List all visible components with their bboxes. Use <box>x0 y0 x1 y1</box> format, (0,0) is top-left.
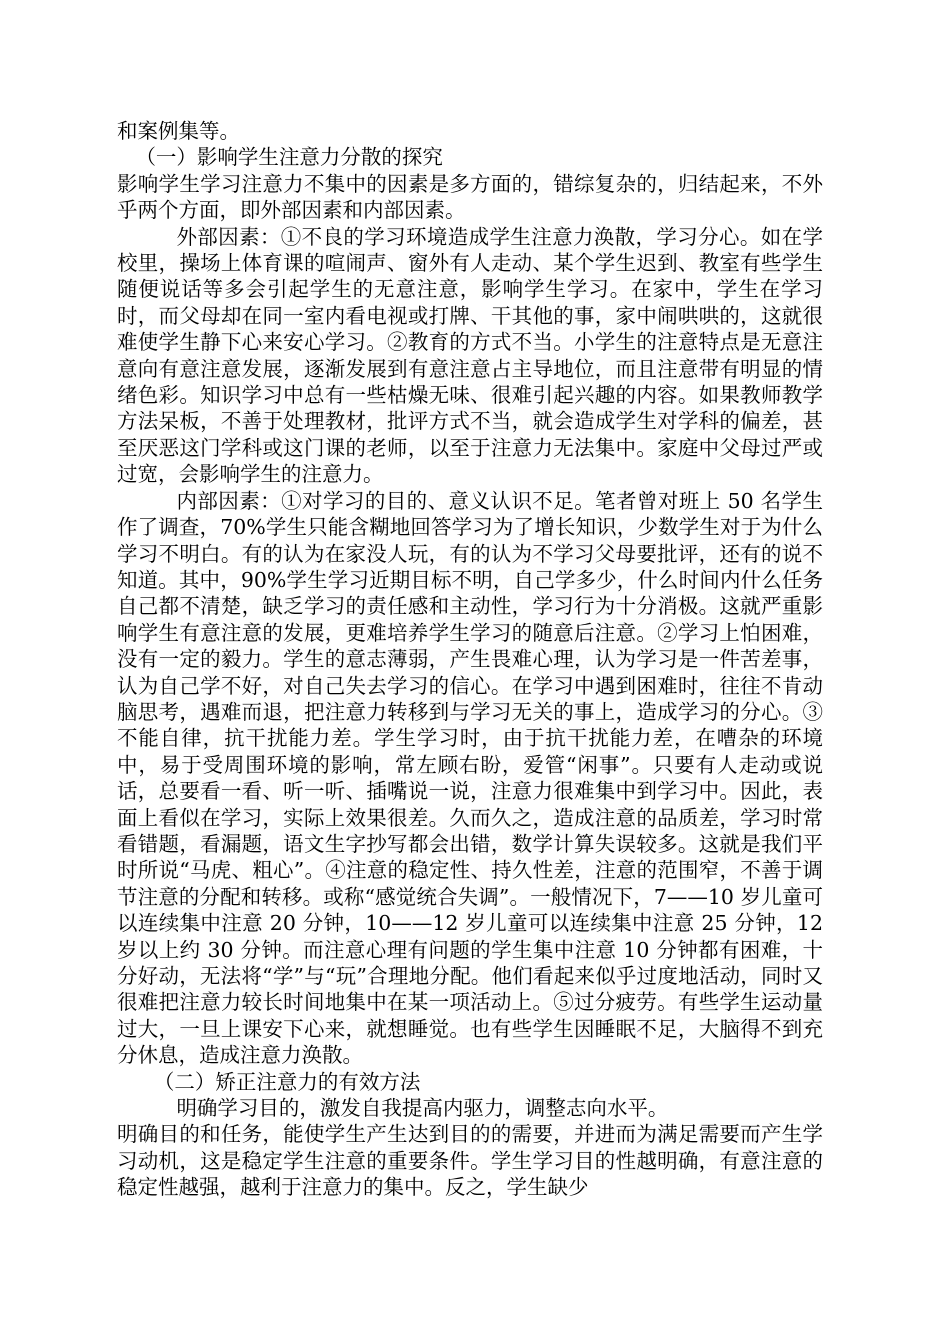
method-body-paragraph: 明确目的和任务，能使学生产生达到目的的需要，并进而为满足需要而产生学习动机，这是稳定学生注意的重要条件。学生学习目的性越明确，有意注意的稳定性越强，越利于注意力的集中。反之，学生缺少 <box>117 1122 823 1200</box>
section-heading-2: （二）矫正注意力的有效方法 <box>153 1069 421 1094</box>
section-heading-1: （一）影响学生注意力分散的探究 <box>135 145 443 170</box>
intro-line: 和案例集等。 <box>117 119 240 143</box>
external-factors-paragraph: 外部因素：①不良的学习环境造成学生注意力涣散，学习分心。如在学校里，操场上体育课的喧闹声、窗外有人走动、某个学生迟到、教室有些学生随便说话等多会引起学生的无意注意，影响学生学习。在家中，学生在学习时，而父母却在同一室内看电视或打牌、干其他的事，家中闹哄哄的，这就很难使学生静下心来安心学习。②教育的方式不当。小学生的注意特点是无意注意向有意注意发展，逐渐发展到有意注意占主导地位，而且注意带有明显的情绪色彩。知识学习中总有一些枯燥无味、很难引起兴趣的内容。如果教师教学方法呆板，不善于处理教材，批评方式不当，就会造成学生对学科的偏差，甚至厌恶这门学科或这门课的老师，以至于注意力无法集中。家庭中父母过严或过宽，会影响学生的注意力。 <box>117 224 823 487</box>
method-lead-paragraph: 明确学习目的，激发自我提高内驱力，调整志向水平。 <box>176 1096 669 1121</box>
internal-factors-paragraph: 内部因素：①对学习的目的、意义认识不足。笔者曾对班上 50 名学生作了调查，70%学生只能含糊地回答学习为了增长知识，少数学生对于为什么学习不明白。有的认为在家没人玩，有的认为不学习父母要批评，还有的说不知道。其中，90%学生学习近期目标不明，自己学多少，什么时间内什么任务自己都不清楚，缺乏学习的责任感和主动性，学习行为十分消极。这就严重影响学生有意注意的发展，更难培养学生学习的随意后注意。②学习上怕困难，没有一定的毅力。学生的意志薄弱，产生畏难心理，认为学习是一件苦差事，认为自己学不好，对自己失去学习的信心。在学习中遇到困难时，往往不肯动脑思考，遇难而退，把注意力转移到与学习无关的事上，造成学习的分心。③不能自律，抗干扰能力差。学生学习时，由于抗干扰能力差，在嘈杂的环境中，易于受周围环境的影响，常左顾右盼，爱管“闲事”。只要有人走动或说话，总要看一看、听一听、插嘴说一说，注意力很难集中到学习中。因此，表面上看似在学习，实际上效果很差。久而久之，造成注意的品质差，学习时常看错题，看漏题，语文生字抄写都会出错，数学计算失误较多。这就是我们平时所说“马虎、粗心”。④注意的稳定性、持久性差，注意的范围窄，不善于调节注意的分配和转移。或称“感觉统合失调”。一般情况下，7——10 岁儿童可以连续集中注意 20 分钟，10——12 岁儿童可以连续集中注意 25 分钟，12 岁以上约 30 分钟。而注意心理有问题的学生集中注意 10 分钟都有困难，十分好动，无法将“学”与“玩”合理地分配。他们看起来似乎过度地活动，同时又很难把注意力较长时间地集中在某一项活动上。⑤过分疲劳。有些学生运动量过大，一旦上课安下心来，就想睡觉。也有些学生因睡眠不足，大脑得不到充分休息，造成注意力涣散。 <box>117 488 823 1068</box>
document-page <box>117 118 823 1201</box>
overview-paragraph: 影响学生学习注意力不集中的因素是多方面的，错综复杂的，归结起来，不外乎两个方面，即外部因素和内部因素。 <box>117 171 823 223</box>
